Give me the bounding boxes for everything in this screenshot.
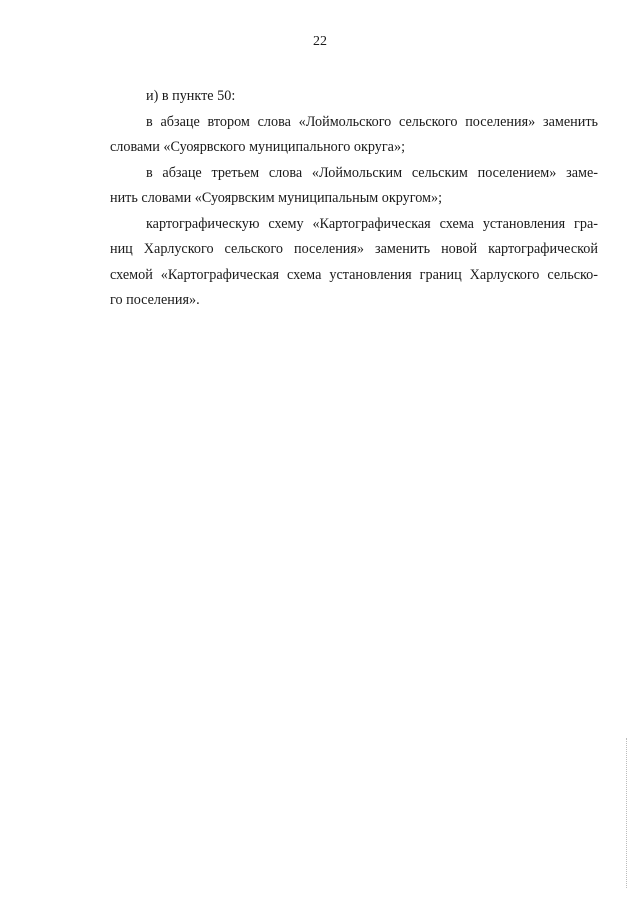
text-line: и) в пункте 50: <box>146 88 236 104</box>
text-line: картографическую схему «Картографическая схема установления гра- <box>146 215 598 232</box>
text-line: схемой «Картографическая схема установления границ Харлуского сельско- <box>110 266 598 283</box>
text-line: в абзаце третьем слова «Лоймольским сельским поселением» заме- <box>146 164 598 181</box>
text-line: словами «Суоярвского муниципального округа»; <box>110 139 406 155</box>
document-body <box>110 84 598 314</box>
text-line: нить словами «Суоярвским муниципальным округом»; <box>110 190 443 206</box>
text-line: го поселения». <box>110 292 200 308</box>
text-line: ниц Харлуского сельского поселения» заменить новой картографической <box>110 241 598 257</box>
page-number: 22 <box>313 34 327 49</box>
text-line: в абзаце втором слова «Лоймольского сельского поселения» заменить <box>146 113 598 130</box>
margin-scan-mark <box>626 738 627 888</box>
